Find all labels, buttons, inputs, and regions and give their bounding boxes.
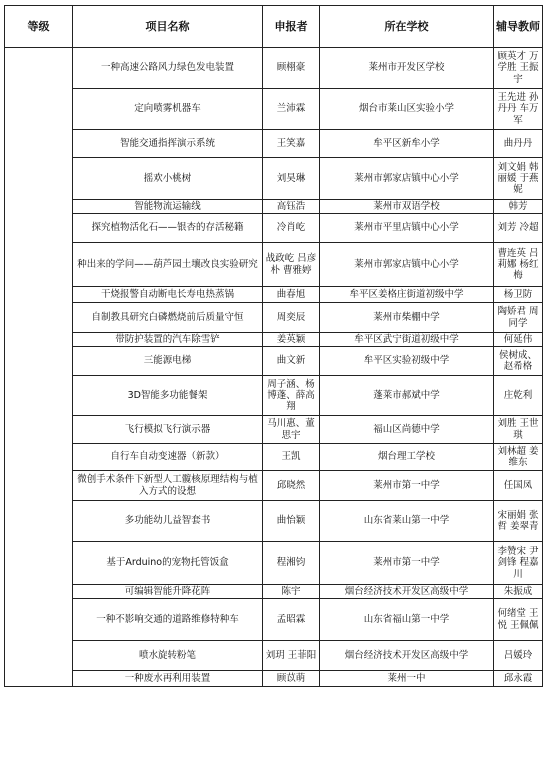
table-row: [5, 48, 543, 89]
applicant-cell: 冷肖屹: [263, 214, 320, 243]
applicant-cell: 曲春旭: [263, 287, 320, 303]
project-cell: 干烧报警自动断电长寿电热蒸锅: [73, 287, 263, 303]
teacher-cell: 曲丹丹: [494, 130, 543, 158]
school-cell: 牟平区新牟小学: [320, 130, 494, 158]
table-row: [5, 542, 543, 585]
teacher-cell: 刘文娟 韩丽媛 于燕妮: [494, 158, 543, 200]
header-project: 项目名称: [73, 6, 263, 48]
project-cell: 喷水旋转粉笔: [73, 641, 263, 671]
school-cell: 莱州市平里店镇中心小学: [320, 214, 494, 243]
level-cell: [5, 48, 73, 687]
school-cell: 福山区尚德中学: [320, 416, 494, 444]
table-row: [5, 243, 543, 287]
project-cell: 基于Arduino的宠物托管饭盒: [73, 542, 263, 585]
applicant-cell: 刘玥 王菲阳: [263, 641, 320, 671]
table-row: [5, 585, 543, 599]
teacher-cell: 刘胜 王世琪: [494, 416, 543, 444]
school-cell: 莱州市开发区学校: [320, 48, 494, 89]
teacher-cell: 曹连英 吕莉娜 杨红梅: [494, 243, 543, 287]
applicant-cell: 王笑嘉: [263, 130, 320, 158]
table-row: [5, 444, 543, 471]
school-cell: 牟平区实验初级中学: [320, 347, 494, 376]
project-cell: 摇欢小桃树: [73, 158, 263, 200]
project-cell: 种出来的学问——葫芦园土壤改良实验研究: [73, 243, 263, 287]
header-applicant: 申报者: [263, 6, 320, 48]
table-row: [5, 471, 543, 501]
school-cell: 山东省福山第一中学: [320, 599, 494, 641]
teacher-cell: 侯树成、赵希格: [494, 347, 543, 376]
school-cell: 牟平区武宁街道初级中学: [320, 333, 494, 347]
teacher-cell: 庄乾利: [494, 376, 543, 416]
teacher-cell: 顾英才 万学胜 王振宇: [494, 48, 543, 89]
table-row: [5, 671, 543, 687]
project-cell: 一种废水再利用装置: [73, 671, 263, 687]
applicant-cell: 兰沛霖: [263, 89, 320, 130]
school-cell: 烟台理工学校: [320, 444, 494, 471]
table-row: [5, 347, 543, 376]
header-row: [5, 6, 543, 48]
applicant-cell: 高钰浩: [263, 200, 320, 214]
project-cell: 一种不影响交通的道路维修特种车: [73, 599, 263, 641]
applicant-cell: 马川惠、董思宇: [263, 416, 320, 444]
school-cell: 莱州市双语学校: [320, 200, 494, 214]
applicant-cell: 顾栩豪: [263, 48, 320, 89]
project-cell: 智能物流运输线: [73, 200, 263, 214]
applicant-cell: 曲文新: [263, 347, 320, 376]
school-cell: 莱州市郭家店镇中心小学: [320, 158, 494, 200]
teacher-cell: 朱振成: [494, 585, 543, 599]
applicant-cell: 邱晓然: [263, 471, 320, 501]
school-cell: 莱州市第一中学: [320, 471, 494, 501]
project-cell: 3D智能多功能餐架: [73, 376, 263, 416]
school-cell: 莱州市柴棚中学: [320, 303, 494, 333]
teacher-cell: 任国凤: [494, 471, 543, 501]
table-row: [5, 89, 543, 130]
applicant-cell: 孟昭霖: [263, 599, 320, 641]
table-row: [5, 214, 543, 243]
project-cell: 可编辑智能升降花阵: [73, 585, 263, 599]
applicant-cell: 王凯: [263, 444, 320, 471]
table-row: [5, 200, 543, 214]
table-row: [5, 641, 543, 671]
table-row: [5, 501, 543, 542]
school-cell: 莱州市第一中学: [320, 542, 494, 585]
applicant-cell: 姜英颖: [263, 333, 320, 347]
project-cell: 三能源电梯: [73, 347, 263, 376]
applicant-cell: 战政屹 吕彦朴 曹雅婷: [263, 243, 320, 287]
project-cell: 自行车自动变速器（新款）: [73, 444, 263, 471]
teacher-cell: 何延伟: [494, 333, 543, 347]
header-teacher: 辅导教师: [494, 6, 543, 48]
project-cell: 智能交通指挥演示系统: [73, 130, 263, 158]
project-cell: 定向喷雾机器车: [73, 89, 263, 130]
teacher-cell: 王先进 孙丹丹 车万军: [494, 89, 543, 130]
teacher-cell: 何绪堂 王悦 王佩佩: [494, 599, 543, 641]
applicant-cell: 周奕辰: [263, 303, 320, 333]
applicant-cell: 程湘钧: [263, 542, 320, 585]
table-row: [5, 130, 543, 158]
school-cell: 莱州一中: [320, 671, 494, 687]
applicant-cell: 刘昊琳: [263, 158, 320, 200]
teacher-cell: 刘林超 姜维东: [494, 444, 543, 471]
teacher-cell: 陶娇君 周同学: [494, 303, 543, 333]
project-cell: 自制教具研究白磷燃烧前后质量守恒: [73, 303, 263, 333]
project-cell: 一种高速公路风力绿色发电装置: [73, 48, 263, 89]
school-cell: 山东省莱山第一中学: [320, 501, 494, 542]
school-cell: 烟台经济技术开发区高级中学: [320, 585, 494, 599]
award-table: [4, 5, 543, 687]
school-cell: 牟平区姜格庄街道初级中学: [320, 287, 494, 303]
teacher-cell: 杨卫防: [494, 287, 543, 303]
header-school: 所在学校: [320, 6, 494, 48]
table-row: [5, 416, 543, 444]
school-cell: 烟台经济技术开发区高级中学: [320, 641, 494, 671]
applicant-cell: 曲怡颖: [263, 501, 320, 542]
applicant-cell: 陈宇: [263, 585, 320, 599]
teacher-cell: 刘芳 冷超: [494, 214, 543, 243]
project-cell: 多功能幼儿益智套书: [73, 501, 263, 542]
school-cell: 蓬莱市郝斌中学: [320, 376, 494, 416]
teacher-cell: 吕媛玲: [494, 641, 543, 671]
table-row: [5, 287, 543, 303]
school-cell: 莱州市郭家店镇中心小学: [320, 243, 494, 287]
table-row: [5, 599, 543, 641]
teacher-cell: 李赞宋 尹剑锋 程嘉川: [494, 542, 543, 585]
header-level: 等级: [5, 6, 73, 48]
table-row: [5, 376, 543, 416]
table-row: [5, 333, 543, 347]
teacher-cell: 邱永霞: [494, 671, 543, 687]
project-cell: 探究植物活化石——银杏的存活秘籍: [73, 214, 263, 243]
table-row: [5, 303, 543, 333]
applicant-cell: 周子涵、杨博蓬、薛高翔: [263, 376, 320, 416]
project-cell: 带防护装置的汽车除雪铲: [73, 333, 263, 347]
school-cell: 烟台市莱山区实验小学: [320, 89, 494, 130]
project-cell: 微创手术条件下新型人工髋核原理结构与植入方式的设想: [73, 471, 263, 501]
table-row: [5, 158, 543, 200]
project-cell: 飞行模拟飞行演示器: [73, 416, 263, 444]
teacher-cell: 宋丽娟 张哲 姜翠青: [494, 501, 543, 542]
applicant-cell: 顾苡萌: [263, 671, 320, 687]
teacher-cell: 韩芳: [494, 200, 543, 214]
table-body: [5, 48, 543, 687]
